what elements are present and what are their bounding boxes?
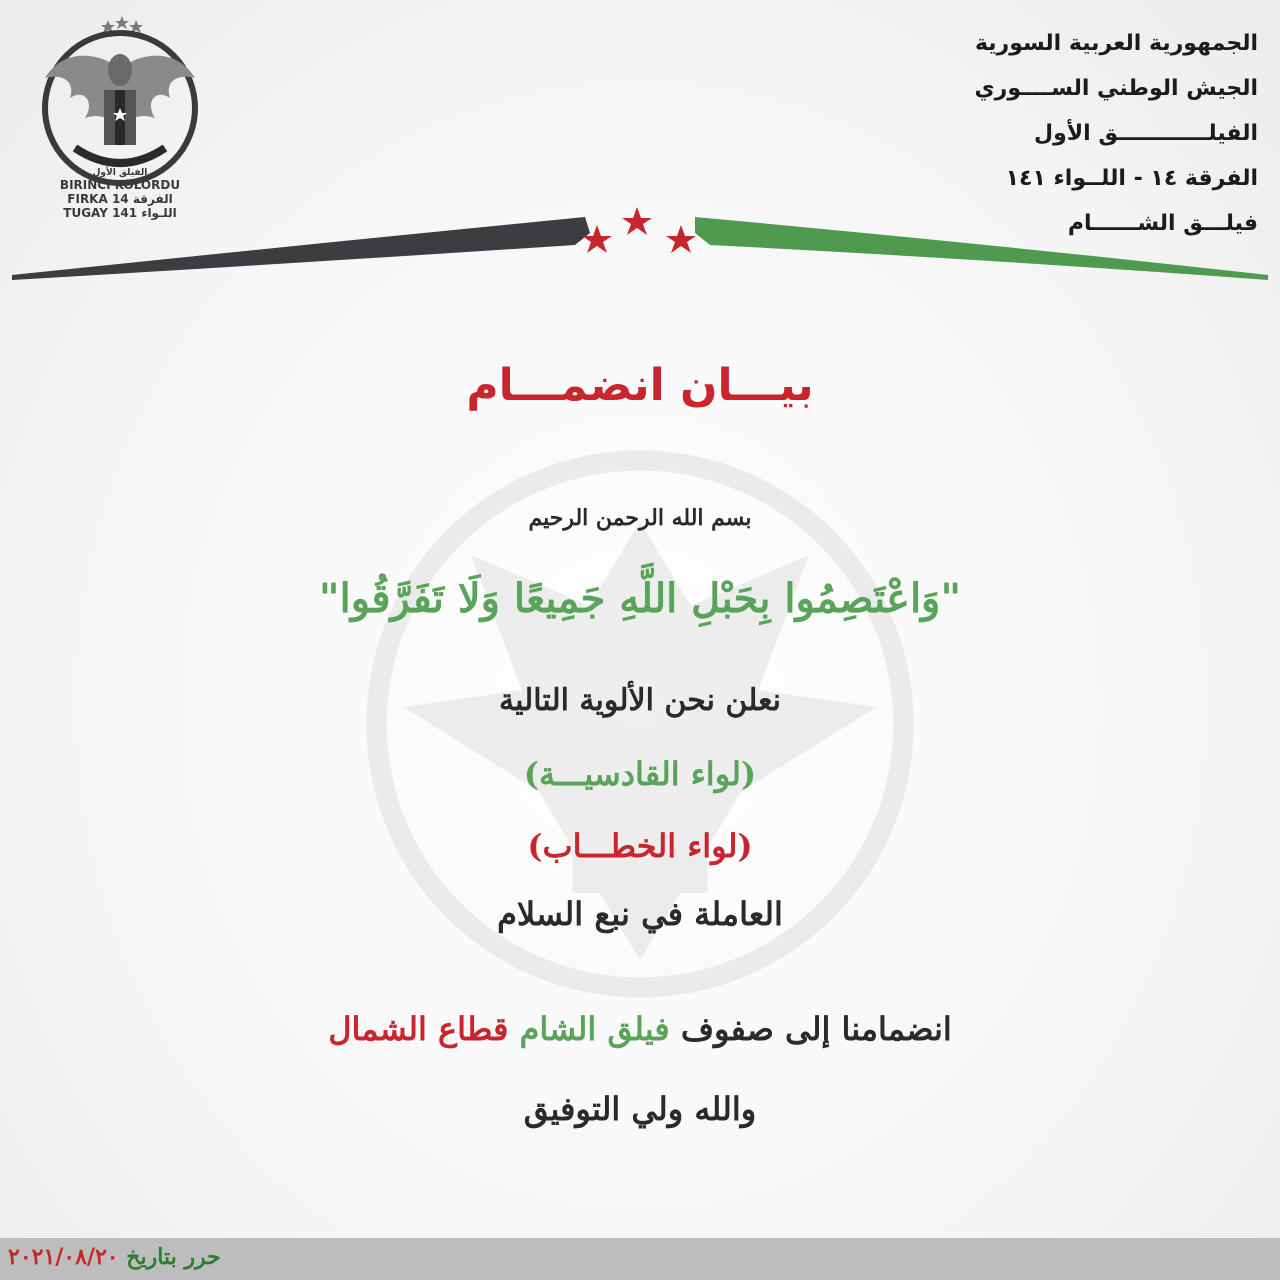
org-line-corps: الفيلــــــــــــق الأول	[1033, 121, 1258, 146]
flag-divider	[0, 205, 1280, 285]
divider-green-stripe	[695, 217, 1268, 280]
statement-title: بيـــان انضمـــام	[466, 360, 814, 411]
org-line-army: الجيش الوطني الســــوري	[974, 76, 1258, 101]
star-icon	[666, 225, 696, 253]
footer-date-line	[8, 1244, 221, 1270]
logo-line1: BIRINCI KOLORDU	[59, 178, 181, 192]
brigade-qadisiya: (لواء القادسيـــة)	[523, 755, 757, 793]
logo-line2	[30, 192, 210, 206]
join-prefix: انضمامنا إلى صفوف	[680, 1010, 952, 1048]
org-line-country: الجمهورية العربية السورية	[974, 31, 1258, 56]
footer-date: ٢٠٢١/٠٨/٢٠	[8, 1244, 119, 1270]
quran-verse: "وَاعْتَصِمُوا بِحَبْلِ اللَّهِ جَمِيعًا وَلَا تَفَرَّقُوا"	[318, 575, 962, 622]
operating-area: العاملة في نبع السلام	[497, 895, 783, 933]
basmala: بسم الله الرحمن الرحيم	[528, 505, 752, 531]
logo-line3-latin: TUGAY 141	[63, 206, 138, 220]
logo-arabic-caption: الفيلق الأول	[92, 168, 148, 178]
logo-line2-arabic: الفرقة	[132, 192, 173, 206]
divider-dark-stripe	[12, 217, 590, 280]
logo-line3-arabic: اللـواء	[141, 206, 177, 220]
brigade-khattab: (لواء الخطـــاب)	[527, 827, 753, 865]
join-sector: قطاع الشمال	[328, 1010, 509, 1048]
org-line-faction: فيلـــق الشــــــام	[1067, 211, 1258, 236]
join-corps: فيلق الشام	[519, 1010, 670, 1048]
org-line-division: الفرقة ١٤ - اللــواء ١٤١	[1005, 166, 1258, 191]
star-icon	[622, 207, 652, 235]
footer-label: حرر بتاريخ	[126, 1244, 221, 1270]
logo-line2-latin: FIRKA 14	[67, 192, 129, 206]
watermark-emblem-icon	[330, 420, 950, 1180]
join-statement	[0, 1010, 1280, 1048]
announcement-line: نعلن نحن الألوية التالية	[499, 683, 781, 718]
closing-line: والله ولي التوفيق	[523, 1090, 757, 1128]
